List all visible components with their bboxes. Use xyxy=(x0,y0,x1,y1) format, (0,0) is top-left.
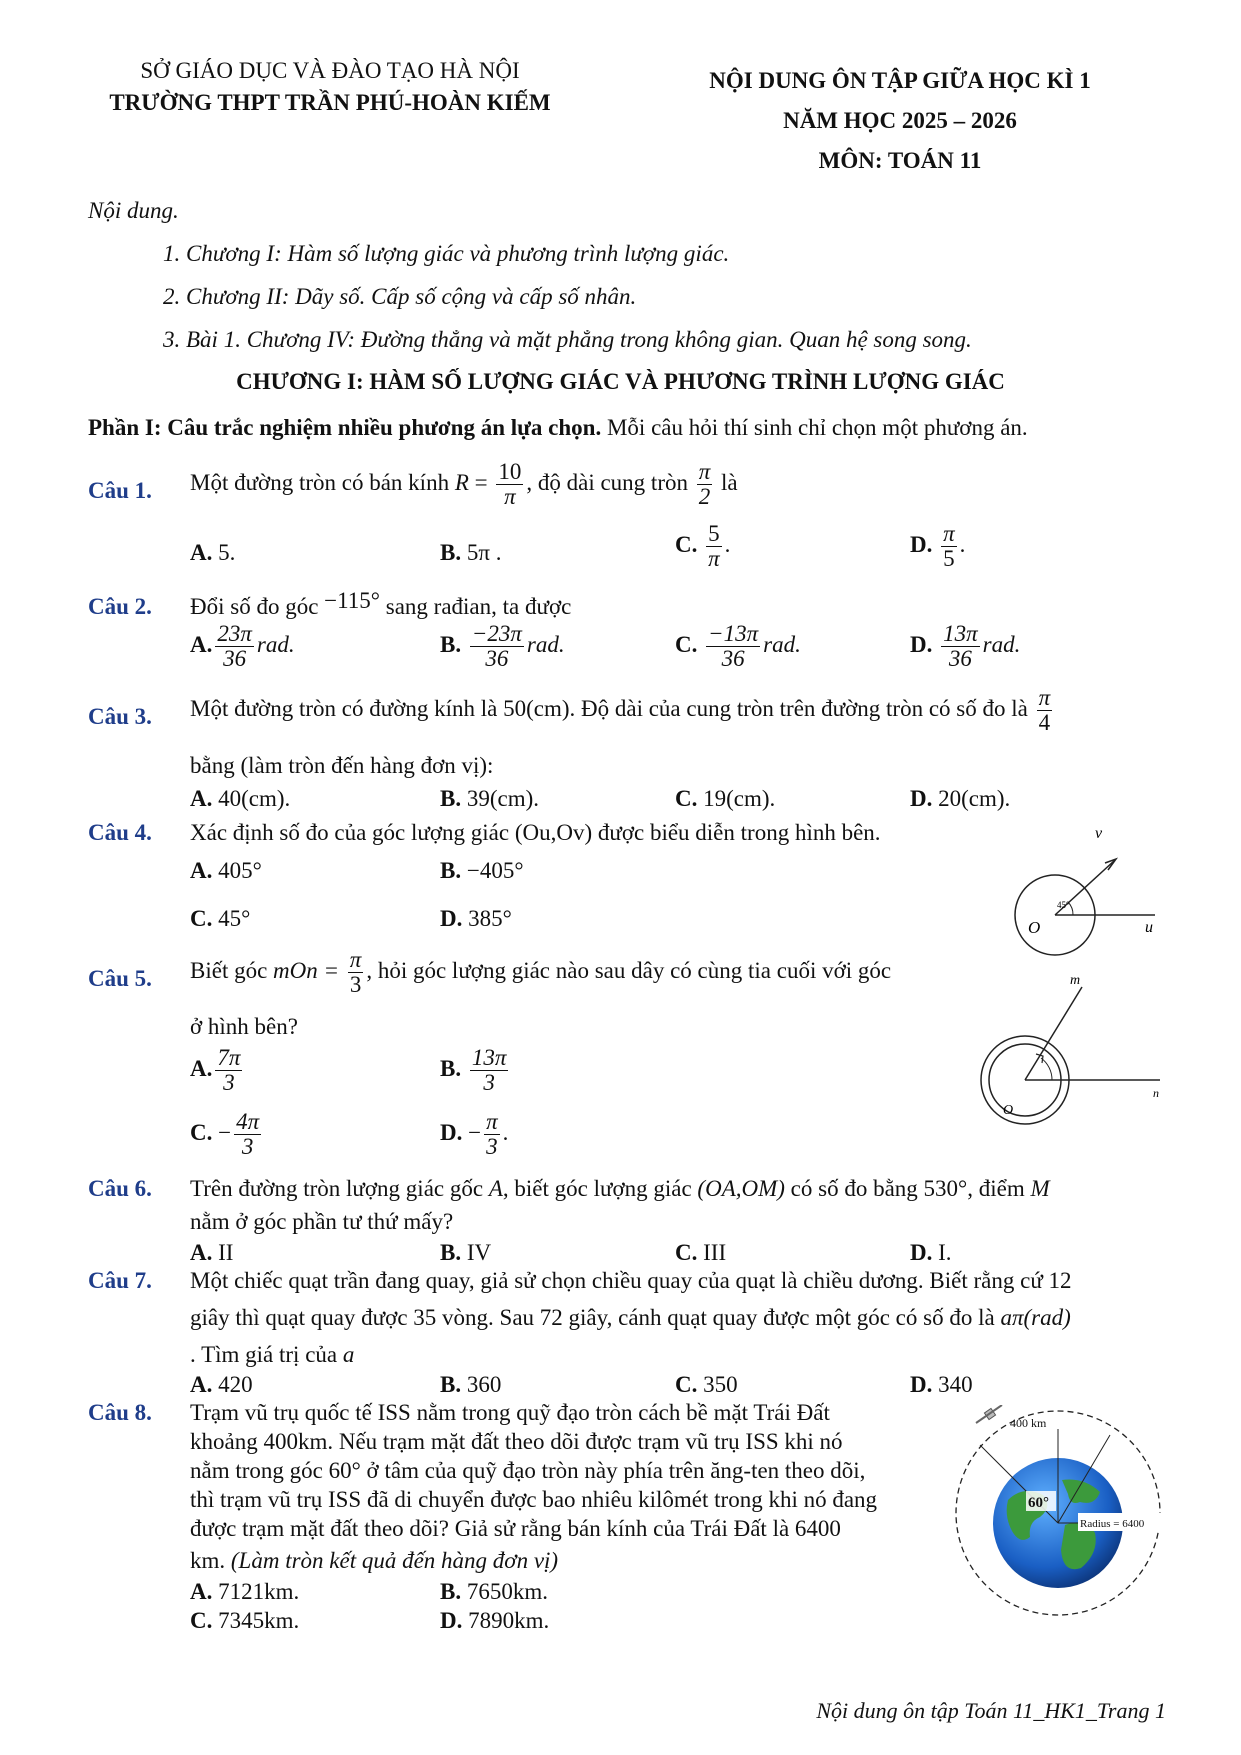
q5-a-den: 3 xyxy=(223,1070,235,1096)
part-title: Phần I: Câu trắc nghiệm nhiều phương án lựa chọn. xyxy=(88,415,602,440)
label-400km: 400 km xyxy=(1010,1416,1047,1430)
q7-b-text: 360 xyxy=(466,1372,502,1397)
q4-d-text: 385° xyxy=(468,906,512,931)
school-year: NĂM HỌC 2025 – 2026 xyxy=(783,108,1017,133)
q8-option-a[interactable]: A. 7121km. xyxy=(190,1579,300,1604)
question-2-label: Câu 2. xyxy=(88,594,152,619)
q7-option-b[interactable]: B. 360 xyxy=(440,1372,502,1397)
q4-option-a[interactable]: A. 405° xyxy=(190,858,262,883)
header-left xyxy=(90,58,570,116)
q1-text-b: , độ dài cung tròn xyxy=(526,469,694,495)
q3-den: 4 xyxy=(1038,710,1051,736)
label-60-degrees: 60° xyxy=(1028,1495,1049,1511)
q2-a-fraction xyxy=(215,622,254,671)
q7-line3-a: . Tìm giá trị của xyxy=(190,1342,343,1367)
label-45: 45° xyxy=(1057,900,1070,910)
q2-c-num: −13π xyxy=(708,621,759,646)
q8-d-text: 7890km. xyxy=(468,1608,550,1633)
q3-text-a: Một đường tròn có đường kính là 50(cm). Độ dài của cung tròn trên đường tròn có số đo là xyxy=(190,695,1034,721)
label-o2: O xyxy=(1003,1103,1014,1118)
q1-c-num: 5 xyxy=(706,522,722,547)
q5-c-sign: − xyxy=(218,1119,232,1145)
question-2-text xyxy=(190,588,572,620)
q5-text-b: , hỏi góc lượng giác nào sau dây có cùng tia cuối với góc xyxy=(366,957,892,983)
q5-b-fraction xyxy=(470,1046,509,1095)
q8-a-text: 7121km. xyxy=(218,1579,300,1604)
q1-radius-fraction xyxy=(496,460,523,509)
contents-item-1: 1. Chương I: Hàm số lượng giác và phương trình lượng giác. xyxy=(163,241,730,266)
q2-d-unit: rad. xyxy=(982,631,1021,657)
q6-option-c[interactable]: C. III xyxy=(675,1240,727,1265)
question-4-text: Xác định số đo của góc lượng giác (Ou,Ov) được biểu diễn trong hình bên. xyxy=(190,820,881,845)
q1-r-den: π xyxy=(504,484,516,510)
question-3-text-2: bằng (làm tròn đến hàng đơn vị): xyxy=(190,753,494,778)
question-5-text-2: ở hình bên? xyxy=(190,1014,298,1039)
q1-R: R xyxy=(454,469,469,495)
q6-d-text: I. xyxy=(938,1240,952,1265)
contents-heading: Nội dung. xyxy=(88,198,179,223)
q7-option-a[interactable]: A. 420 xyxy=(190,1372,253,1397)
q3-a-text: 40(cm). xyxy=(218,786,291,811)
q5-d-den: 3 xyxy=(486,1134,498,1160)
q6-text-b: , biết góc lượng giác xyxy=(502,1176,698,1201)
contents-item-3: 3. Bài 1. Chương IV: Đường thẳng và mặt phẳng trong không gian. Quan hệ song song. xyxy=(163,327,972,352)
q8-b-text: 7650km. xyxy=(466,1579,548,1604)
q7-line2-a: giây thì quạt quay được 35 vòng. Sau 72 giây, cánh quạt quay được một góc có số đo là xyxy=(190,1305,1001,1330)
q6-M: M xyxy=(1030,1176,1050,1201)
question-8-label: Câu 8. xyxy=(88,1400,152,1425)
q6-angle: (OA,OM) xyxy=(697,1176,785,1201)
q5-a-fraction xyxy=(215,1046,242,1095)
q6-c-text: III xyxy=(703,1240,727,1265)
q8-c-text: 7345km. xyxy=(218,1608,300,1633)
label-m: m xyxy=(1070,973,1081,988)
q3-b-text: 39(cm). xyxy=(466,786,540,811)
q3-option-d[interactable]: D. 20(cm). xyxy=(910,786,1011,811)
question-7-line-3 xyxy=(190,1342,354,1368)
q7-d-text: 340 xyxy=(938,1372,973,1397)
q7-a-text: 420 xyxy=(218,1372,253,1397)
q8-option-c[interactable]: C. 7345km. xyxy=(190,1608,300,1633)
q1-option-d[interactable]: D. $\frac{\pi}{5}$ . xyxy=(910,521,966,572)
angle-mn-figure xyxy=(970,970,1170,1150)
q1-option-c[interactable]: C. $\frac{5}{\pi}$ . xyxy=(675,521,731,572)
q2-text-a: Đổi số đo góc xyxy=(190,594,325,619)
question-3-text xyxy=(190,686,1055,735)
q2-angle: −115° xyxy=(324,588,380,613)
q2-b-num: −23π xyxy=(471,621,522,646)
header-right xyxy=(640,68,1160,174)
question-7-line-1: Một chiếc quạt trần đang quay, giả sử chọn chiều quay của quạt là chiều dương. Biết rằng cứ 12 xyxy=(190,1268,1072,1293)
q4-b-text: −405° xyxy=(466,858,524,883)
q2-b-den: 36 xyxy=(485,646,509,672)
question-8-line-3: nằm trong góc 60° ở tâm của quỹ đạo tròn này phía trên ăng-ten theo dõi, xyxy=(190,1458,866,1483)
question-5-text xyxy=(190,948,891,997)
subject: MÔN: TOÁN 11 xyxy=(818,148,982,173)
q2-c-fraction xyxy=(706,622,760,671)
question-5-label: Câu 5. xyxy=(88,966,152,991)
q6-text-a: Trên đường tròn lượng giác gốc xyxy=(190,1176,489,1201)
q6-option-b[interactable]: B. IV xyxy=(440,1240,492,1265)
q6-option-d[interactable]: D. I. xyxy=(910,1240,952,1265)
question-8-line-1: Trạm vũ trụ quốc tế ISS nằm trong quỹ đạo tròn cách bề mặt Trái Đất xyxy=(190,1400,830,1425)
school-name: TRƯỜNG THPT TRẦN PHÚ-HOÀN KIẾM xyxy=(109,90,551,115)
q3-fraction xyxy=(1037,686,1053,735)
question-8-line-6 xyxy=(190,1548,558,1574)
q5-option-a[interactable]: A. $\frac{7\pi}{3}$ xyxy=(190,1045,241,1096)
question-7-line-2 xyxy=(190,1305,1071,1331)
q7-option-c[interactable]: C. 350 xyxy=(675,1372,738,1397)
q3-c-text: 19(cm). xyxy=(703,786,776,811)
q6-text-c: có số đo bằng 530°, điểm xyxy=(784,1176,1031,1201)
q7-c-text: 350 xyxy=(703,1372,738,1397)
q1-d-den: 5 xyxy=(943,546,955,572)
question-8-line-2: khoảng 400km. Nếu trạm mặt đất theo dõi được trạm vũ trụ ISS khi nó xyxy=(190,1429,843,1454)
q5-option-c[interactable]: C. − $\frac{4\pi}{3}$ xyxy=(190,1109,260,1160)
q2-option-b[interactable]: B. $\frac{-23\pi}{36}$ rad. xyxy=(440,621,565,672)
q5-d-fraction xyxy=(484,1110,500,1159)
part-instruction xyxy=(88,415,1028,441)
q2-d-fraction xyxy=(941,622,980,671)
q3-option-a[interactable]: A. 40(cm). xyxy=(190,786,291,811)
label-u: u xyxy=(1145,919,1153,936)
q1-b-text: 5π . xyxy=(466,540,502,565)
q2-a-unit: rad. xyxy=(256,631,295,657)
q6-a-text: II xyxy=(218,1240,234,1265)
q8-option-b[interactable]: B. 7650km. xyxy=(440,1579,548,1604)
question-6-label: Câu 6. xyxy=(88,1176,152,1201)
q6-option-a[interactable]: A. II xyxy=(190,1240,234,1265)
question-4-label: Câu 4. xyxy=(88,820,152,845)
q2-option-c[interactable]: C. $\frac{-13\pi}{36}$ rad. xyxy=(675,621,801,672)
q1-c-fraction xyxy=(706,522,722,571)
q6-b-text: IV xyxy=(466,1240,492,1265)
q4-c-text: 45° xyxy=(218,906,251,931)
q4-a-text: 405° xyxy=(218,858,262,883)
question-7-label: Câu 7. xyxy=(88,1268,152,1293)
label-v: v xyxy=(1095,825,1103,842)
q5-d-sign: − xyxy=(468,1119,482,1145)
q5-b-num: 13π xyxy=(471,1045,507,1070)
q4-option-c[interactable]: C. 45° xyxy=(190,906,251,931)
q5-fraction xyxy=(348,948,364,997)
q2-c-unit: rad. xyxy=(763,631,801,657)
q2-option-a[interactable]: A. $\frac{23\pi}{36}$ rad. xyxy=(190,621,295,672)
q4-option-b[interactable]: B. −405° xyxy=(440,858,524,883)
q5-mon: mOn = xyxy=(273,957,345,983)
q6-A: A xyxy=(488,1176,503,1201)
q2-b-fraction xyxy=(470,622,524,671)
q2-c-den: 36 xyxy=(721,646,745,672)
q2-a-den: 36 xyxy=(223,646,247,672)
question-8-line-4: thì trạm vũ trụ ISS đã di chuyển được bao nhiêu kilômét trong khi nó đang xyxy=(190,1487,878,1512)
q1-option-a[interactable]: A. 5. xyxy=(190,540,236,565)
question-3-label: Câu 3. xyxy=(88,704,152,729)
q2-option-d[interactable]: D. $\frac{13\pi}{36}$ rad. xyxy=(910,621,1021,672)
q5-text-a: Biết góc xyxy=(190,957,274,983)
q5-option-b[interactable]: B. $\frac{13\pi}{3}$ xyxy=(440,1045,507,1096)
q3-num: π xyxy=(1038,685,1051,710)
q8-last-b: (Làm tròn kết quả đến hàng đơn vị) xyxy=(230,1548,559,1573)
q1-r-num: 10 xyxy=(498,459,522,484)
q1-a-text: 5. xyxy=(218,540,236,565)
q2-b-unit: rad. xyxy=(526,631,565,657)
label-n: n xyxy=(1153,1086,1159,1100)
q1-text-c: là xyxy=(715,469,738,495)
contents-item-2: 2. Chương II: Dãy số. Cấp số cộng và cấp số nhân. xyxy=(163,284,637,309)
q8-option-d[interactable]: D. 7890km. xyxy=(440,1608,550,1633)
q1-arc-den: 2 xyxy=(698,484,711,510)
question-6-text xyxy=(190,1176,1050,1202)
question-1-label: Câu 1. xyxy=(88,478,152,503)
part-note: Mỗi câu hỏi thí sinh chỉ chọn một phương án. xyxy=(601,415,1028,440)
q7-line3-b: a xyxy=(342,1342,355,1367)
q7-line2-b: aπ(rad) xyxy=(1000,1305,1071,1330)
q4-option-d[interactable]: D. 385° xyxy=(440,906,512,931)
question-1-text xyxy=(190,460,738,509)
q5-c-fraction xyxy=(234,1110,261,1159)
q3-option-c[interactable]: C. 19(cm). xyxy=(675,786,776,811)
q3-d-text: 20(cm). xyxy=(938,786,1011,811)
q2-d-num: 13π xyxy=(943,621,978,646)
q5-d-num: π xyxy=(486,1109,498,1134)
q1-eq: = xyxy=(468,469,494,495)
q1-text-a: Một đường tròn có bán kính xyxy=(190,469,455,495)
q7-option-d[interactable]: D. 340 xyxy=(910,1372,973,1397)
label-o: O xyxy=(1028,918,1041,937)
q2-a-num: 23π xyxy=(217,621,252,646)
q5-den: 3 xyxy=(349,972,362,998)
q5-option-d[interactable]: D. − $\frac{\pi}{3}$ . xyxy=(440,1109,509,1160)
q2-d-den: 36 xyxy=(948,646,972,672)
q5-num: π xyxy=(349,947,362,972)
q2-text-b: sang rađian, ta được xyxy=(380,594,572,619)
page-footer: Nội dung ôn tập Toán 11_HK1_Trang 1 xyxy=(816,1698,1166,1723)
q3-option-b[interactable]: B. 39(cm). xyxy=(440,786,540,811)
q5-c-num: 4π xyxy=(236,1109,260,1134)
q5-b-den: 3 xyxy=(483,1070,495,1096)
q1-arc-fraction xyxy=(697,460,713,509)
q1-c-den: π xyxy=(708,546,720,572)
document-title: NỘI DUNG ÔN TẬP GIỮA HỌC KÌ 1 xyxy=(709,68,1091,93)
q1-option-b[interactable]: B. 5π . xyxy=(440,540,502,565)
department-name: SỞ GIÁO DỤC VÀ ĐÀO TẠO HÀ NỘI xyxy=(140,58,520,83)
q1-d-num: π xyxy=(943,521,955,546)
question-8-line-5: được trạm mặt đất theo dõi? Giả sử rằng bán kính của Trái Đất là 6400 xyxy=(190,1516,841,1541)
q1-arc-num: π xyxy=(698,459,711,484)
q5-c-den: 3 xyxy=(241,1134,254,1160)
angle-uv-figure xyxy=(995,820,1175,960)
label-radius: Radius = 6400 xyxy=(1080,1518,1145,1530)
q5-a-num: 7π xyxy=(217,1045,241,1070)
q1-d-fraction xyxy=(941,522,957,571)
iss-orbit-figure xyxy=(950,1405,1175,1620)
question-6-text-2: nằm ở góc phần tư thứ mấy? xyxy=(190,1209,454,1234)
q8-last-a: km. xyxy=(190,1548,231,1573)
chapter-title: CHƯƠNG I: HÀM SỐ LƯỢNG GIÁC VÀ PHƯƠNG TRÌNH LƯỢNG GIÁC xyxy=(236,369,1005,394)
